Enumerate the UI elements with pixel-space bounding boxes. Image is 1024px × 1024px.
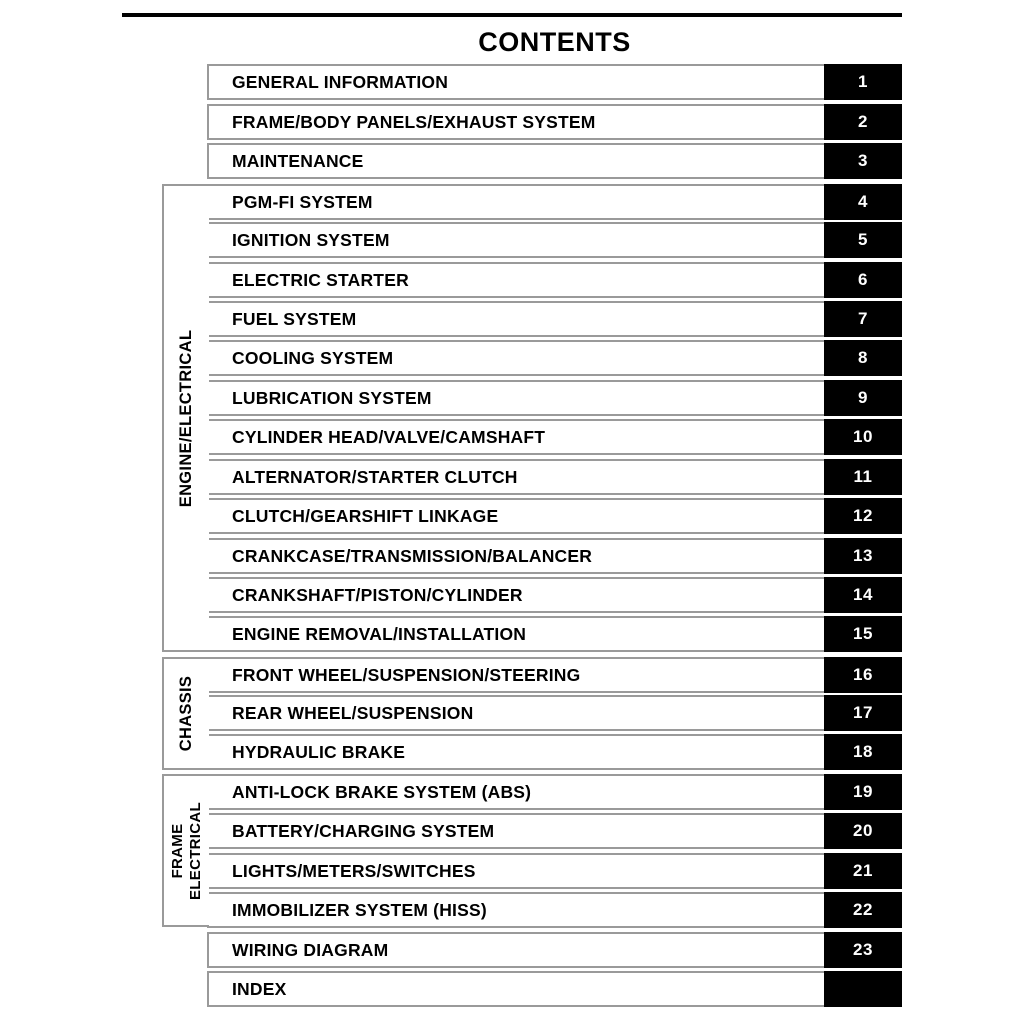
contents-row-label: CRANKCASE/TRANSMISSION/BALANCER — [232, 546, 593, 566]
contents-row-label: ELECTRIC STARTER — [232, 270, 409, 290]
chapter-number-tab[interactable]: 5 — [824, 222, 902, 258]
chapter-number-tab[interactable]: 16 — [824, 657, 902, 693]
contents-row-label: FRONT WHEEL/SUSPENSION/STEERING — [232, 665, 581, 685]
chapter-number-tab[interactable]: 20 — [824, 813, 902, 849]
contents-row-label: CYLINDER HEAD/VALVE/CAMSHAFT — [232, 427, 546, 447]
contents-row[interactable] — [207, 419, 902, 455]
contents-row-label: REAR WHEEL/SUSPENSION — [232, 703, 474, 723]
group-bracket-frame-electrical — [162, 774, 209, 927]
contents-row-label: LIGHTS/METERS/SWITCHES — [232, 861, 476, 881]
chapter-number-tab[interactable]: 11 — [824, 459, 902, 495]
contents-row[interactable] — [207, 932, 902, 968]
contents-row-label: MAINTENANCE — [232, 151, 364, 171]
contents-row[interactable] — [207, 262, 902, 298]
contents-row-label: INDEX — [232, 979, 287, 999]
contents-row[interactable] — [207, 853, 902, 889]
group-label: CHASSIS — [177, 675, 196, 752]
contents-row-label: WIRING DIAGRAM — [232, 940, 389, 960]
group-label-holder — [164, 659, 209, 768]
group-label-holder — [164, 776, 209, 925]
chapter-number-tab[interactable]: 18 — [824, 734, 902, 770]
contents-row-label: IMMOBILIZER SYSTEM (HISS) — [232, 900, 487, 920]
chapter-number-tab[interactable]: 14 — [824, 577, 902, 613]
contents-row[interactable] — [207, 538, 902, 574]
contents-row[interactable] — [207, 64, 902, 100]
group-bracket-chassis — [162, 657, 209, 770]
contents-row[interactable] — [207, 813, 902, 849]
contents-row[interactable] — [207, 695, 902, 731]
chapter-number-tab[interactable]: 15 — [824, 616, 902, 652]
contents-row[interactable] — [207, 971, 902, 1007]
chapter-number-tab[interactable]: 12 — [824, 498, 902, 534]
contents-row-label: IGNITION SYSTEM — [232, 230, 390, 250]
contents-row-label: PGM-FI SYSTEM — [232, 192, 373, 212]
contents-row[interactable] — [207, 577, 902, 613]
contents-row[interactable] — [207, 498, 902, 534]
contents-row[interactable] — [207, 184, 902, 220]
chapter-number-tab[interactable]: 2 — [824, 104, 902, 140]
contents-row-label: FUEL SYSTEM — [232, 309, 357, 329]
contents-row[interactable] — [207, 340, 902, 376]
chapter-number-tab[interactable]: 10 — [824, 419, 902, 455]
chapter-number-tab[interactable]: 4 — [824, 184, 902, 220]
contents-row-label: GENERAL INFORMATION — [232, 72, 449, 92]
contents-row[interactable] — [207, 222, 902, 258]
contents-row[interactable] — [207, 734, 902, 770]
contents-row-box — [207, 971, 824, 1007]
page-title: CONTENTS — [478, 27, 631, 57]
chapter-number-tab[interactable]: 22 — [824, 892, 902, 928]
chapter-number-tab[interactable]: 9 — [824, 380, 902, 416]
chapter-number-tab[interactable]: 17 — [824, 695, 902, 731]
chapter-number-tab[interactable]: 13 — [824, 538, 902, 574]
contents-row[interactable] — [207, 616, 902, 652]
chapter-number-tab[interactable]: 6 — [824, 262, 902, 298]
group-bracket-engine-electrical — [162, 184, 209, 652]
contents-row[interactable] — [207, 892, 902, 928]
contents-row-label: ALTERNATOR/STARTER CLUTCH — [232, 467, 518, 487]
contents-row[interactable] — [207, 459, 902, 495]
contents-row-label: COOLING SYSTEM — [232, 348, 394, 368]
contents-row-label: ENGINE REMOVAL/INSTALLATION — [232, 624, 527, 644]
contents-row[interactable] — [207, 301, 902, 337]
contents-row-label: ANTI-LOCK BRAKE SYSTEM (ABS) — [232, 782, 532, 802]
chapter-number-tab[interactable]: 1 — [824, 64, 902, 100]
contents-row[interactable] — [207, 104, 902, 140]
contents-row[interactable] — [207, 774, 902, 810]
chapter-number-tab[interactable]: 3 — [824, 143, 902, 179]
contents-row-label: CRANKSHAFT/PISTON/CYLINDER — [232, 585, 523, 605]
contents-row[interactable] — [207, 380, 902, 416]
chapter-number-tab[interactable]: 23 — [824, 932, 902, 968]
contents-row[interactable] — [207, 657, 902, 693]
contents-row[interactable] — [207, 143, 902, 179]
contents-row-label: CLUTCH/GEARSHIFT LINKAGE — [232, 506, 499, 526]
contents-row-label: HYDRAULIC BRAKE — [232, 742, 406, 762]
group-label: ENGINE/ELECTRICAL — [177, 329, 196, 507]
chapter-number-tab[interactable]: 21 — [824, 853, 902, 889]
group-label-holder — [164, 186, 209, 650]
contents-row-label: FRAME/BODY PANELS/EXHAUST SYSTEM — [232, 112, 596, 132]
contents-row-label: BATTERY/CHARGING SYSTEM — [232, 821, 495, 841]
chapter-number-tab[interactable]: 19 — [824, 774, 902, 810]
chapter-number-tab[interactable] — [824, 971, 902, 1007]
chapter-number-tab[interactable]: 8 — [824, 340, 902, 376]
chapter-number-tab[interactable]: 7 — [824, 301, 902, 337]
contents-row-label: LUBRICATION SYSTEM — [232, 388, 432, 408]
group-label: FRAME ELECTRICAL — [168, 801, 204, 900]
